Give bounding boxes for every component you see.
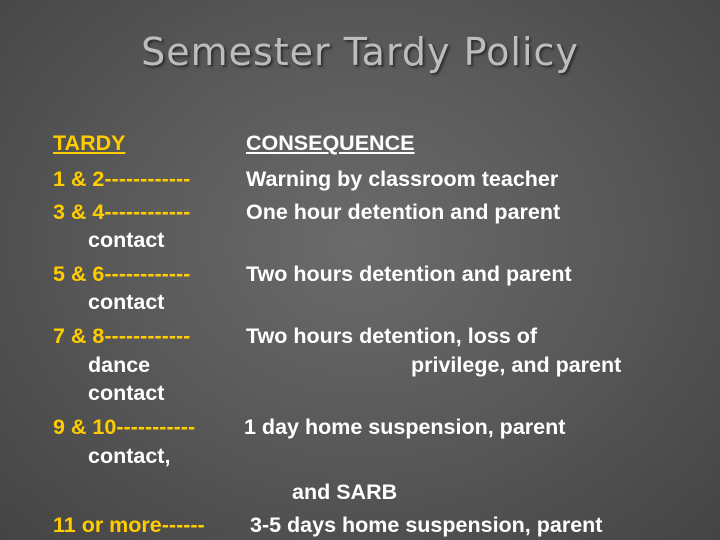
consequence-4-cont-b: privilege, and parent [411, 353, 622, 377]
consequence-4-cont-c: contact [88, 381, 165, 405]
consequence-5-cont: contact, [88, 444, 171, 468]
consequence-5: 1 day home suspension, parent [244, 415, 566, 439]
consequence-2: One hour detention and parent [246, 200, 561, 224]
consequence-3-cont: contact [88, 290, 165, 314]
consequence-4: Two hours detention, loss of [246, 324, 538, 348]
consequence-1: Warning by classroom teacher [246, 167, 559, 191]
consequence-2-cont: contact [88, 228, 165, 252]
tardy-range-5: 9 & 10----------- [53, 415, 196, 439]
tardy-range-6: 11 or more------ [53, 513, 205, 537]
consequence-6: 3-5 days home suspension, parent [250, 513, 603, 537]
tardy-range-4: 7 & 8------------ [53, 324, 191, 348]
slide-title: Semester Tardy Policy [141, 30, 579, 74]
consequence-3: Two hours detention and parent [246, 262, 572, 286]
tardy-range-2: 3 & 4------------ [53, 200, 191, 224]
tardy-range-3: 5 & 6------------ [53, 262, 191, 286]
consequence-4-cont-a: dance [88, 353, 151, 377]
consequence-header: CONSEQUENCE [246, 131, 415, 155]
tardy-range-1: 1 & 2------------ [53, 167, 191, 191]
tardy-header: TARDY [53, 131, 126, 155]
consequence-5-cont2: and SARB [292, 480, 398, 504]
